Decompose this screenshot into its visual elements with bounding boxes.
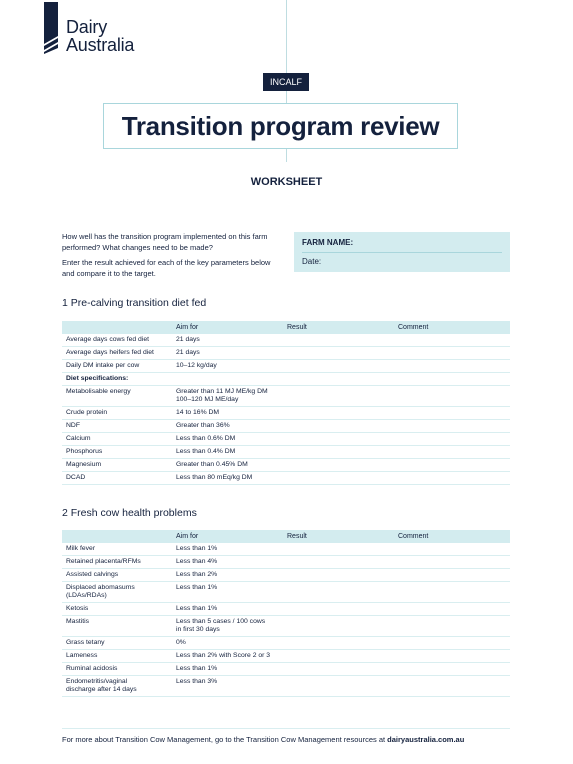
table-row bbox=[62, 569, 510, 582]
result-cell[interactable] bbox=[283, 360, 394, 373]
row-label: NDF bbox=[62, 420, 172, 433]
row-label: Grass tetany bbox=[62, 637, 172, 650]
result-cell[interactable] bbox=[283, 334, 394, 347]
comment-cell[interactable] bbox=[394, 603, 510, 616]
row-label: Average days heifers fed diet bbox=[62, 347, 172, 360]
comment-cell[interactable] bbox=[394, 676, 510, 697]
result-cell[interactable] bbox=[283, 637, 394, 650]
table-row bbox=[62, 347, 510, 360]
comment-cell[interactable] bbox=[394, 569, 510, 582]
result-cell[interactable] bbox=[283, 347, 394, 360]
intro-paragraph-1: How well has the transition program implemented on this farm performed? What changes need to be made? bbox=[62, 232, 268, 252]
page-subtitle: WORKSHEET bbox=[250, 176, 323, 188]
row-label: Endometritis/vaginal discharge after 14 days bbox=[62, 676, 172, 697]
aim-for-cell: Less than 1% bbox=[172, 543, 283, 556]
table-row bbox=[62, 543, 510, 556]
header-cell: Aim for bbox=[172, 321, 283, 334]
comment-cell[interactable] bbox=[394, 347, 510, 360]
result-cell[interactable] bbox=[283, 543, 394, 556]
row-label: Ruminal acidosis bbox=[62, 663, 172, 676]
header-cell: Comment bbox=[394, 321, 510, 334]
header-cell: Comment bbox=[394, 530, 510, 543]
section-2-title: 2 Fresh cow health problems bbox=[62, 507, 197, 519]
table-row bbox=[62, 433, 510, 446]
row-label: Phosphorus bbox=[62, 446, 172, 459]
comment-cell[interactable] bbox=[394, 543, 510, 556]
health-table bbox=[62, 530, 510, 697]
aim-for-cell: 21 days bbox=[172, 334, 283, 347]
row-label: Ketosis bbox=[62, 603, 172, 616]
aim-for-cell bbox=[172, 373, 283, 386]
divider-line bbox=[286, 148, 287, 162]
comment-cell[interactable] bbox=[394, 407, 510, 420]
farm-info-box bbox=[294, 232, 510, 272]
row-label: Magnesium bbox=[62, 459, 172, 472]
table-row bbox=[62, 360, 510, 373]
aim-for-cell: Less than 5 cases / 100 cows in first 30 days bbox=[172, 616, 283, 637]
comment-cell[interactable] bbox=[394, 637, 510, 650]
dairy-australia-logo bbox=[44, 2, 164, 58]
aim-for-cell: 10–12 kg/day bbox=[172, 360, 283, 373]
table-row bbox=[62, 616, 510, 637]
result-cell[interactable] bbox=[283, 373, 394, 386]
page-title: Transition program review bbox=[121, 110, 440, 141]
comment-cell[interactable] bbox=[394, 334, 510, 347]
farm-name-label: FARM NAME: bbox=[302, 238, 354, 247]
comment-cell[interactable] bbox=[394, 446, 510, 459]
footer bbox=[62, 735, 464, 744]
intro-paragraph-2: Enter the result achieved for each of the key parameters below and compare it to the target. bbox=[62, 258, 271, 278]
row-label: Mastitis bbox=[62, 616, 172, 637]
table-row bbox=[62, 650, 510, 663]
result-cell[interactable] bbox=[283, 446, 394, 459]
row-label: Milk fever bbox=[62, 543, 172, 556]
row-label: Diet specifications: bbox=[62, 373, 172, 386]
footer-text: For more about Transition Cow Management, go to the Transition Cow Management resources at bbox=[62, 735, 388, 744]
comment-cell[interactable] bbox=[394, 650, 510, 663]
row-label: Metabolisable energy bbox=[62, 386, 172, 407]
comment-cell[interactable] bbox=[394, 459, 510, 472]
row-label: Retained placenta/RFMs bbox=[62, 556, 172, 569]
result-cell[interactable] bbox=[283, 556, 394, 569]
table-row bbox=[62, 663, 510, 676]
table-row bbox=[62, 386, 510, 407]
comment-cell[interactable] bbox=[394, 556, 510, 569]
aim-for-cell: Less than 2% bbox=[172, 569, 283, 582]
row-label: Displaced abomasums (LDAs/RDAs) bbox=[62, 582, 172, 603]
result-cell[interactable] bbox=[283, 420, 394, 433]
aim-for-cell: 21 days bbox=[172, 347, 283, 360]
row-label: Average days cows fed diet bbox=[62, 334, 172, 347]
result-cell[interactable] bbox=[283, 616, 394, 637]
table-row bbox=[62, 459, 510, 472]
aim-for-cell: Greater than 0.45% DM bbox=[172, 459, 283, 472]
table-row bbox=[62, 407, 510, 420]
brand-line-1: Dairy bbox=[66, 17, 108, 37]
table-row bbox=[62, 637, 510, 650]
comment-cell[interactable] bbox=[394, 663, 510, 676]
comment-cell[interactable] bbox=[394, 386, 510, 407]
table-row bbox=[62, 676, 510, 697]
comment-cell[interactable] bbox=[394, 420, 510, 433]
table-header-row bbox=[62, 530, 510, 543]
result-cell[interactable] bbox=[283, 472, 394, 485]
footer-divider bbox=[62, 728, 510, 729]
row-label: Crude protein bbox=[62, 407, 172, 420]
result-cell[interactable] bbox=[283, 407, 394, 420]
aim-for-cell: 14 to 16% DM bbox=[172, 407, 283, 420]
result-cell[interactable] bbox=[283, 386, 394, 407]
result-cell[interactable] bbox=[283, 603, 394, 616]
aim-for-cell: Less than 1% bbox=[172, 663, 283, 676]
row-label: Daily DM intake per cow bbox=[62, 360, 172, 373]
table-row bbox=[62, 446, 510, 459]
logo-mark-icon bbox=[44, 2, 64, 54]
header-cell bbox=[62, 321, 172, 334]
table-row bbox=[62, 582, 510, 603]
row-label: Lameness bbox=[62, 650, 172, 663]
result-cell[interactable] bbox=[283, 433, 394, 446]
header-cell: Result bbox=[283, 321, 394, 334]
aim-for-cell: Less than 1% bbox=[172, 603, 283, 616]
table-header-row bbox=[62, 321, 510, 334]
aim-for-cell: Less than 80 mEq/kg DM bbox=[172, 472, 283, 485]
table-row bbox=[62, 334, 510, 347]
comment-cell[interactable] bbox=[394, 472, 510, 485]
table-row bbox=[62, 420, 510, 433]
row-label: Assisted calvings bbox=[62, 569, 172, 582]
footer-link[interactable]: dairyaustralia.com.au bbox=[387, 735, 465, 744]
row-label: Calcium bbox=[62, 433, 172, 446]
comment-cell[interactable] bbox=[394, 360, 510, 373]
intro-text bbox=[62, 231, 277, 283]
diet-table bbox=[62, 321, 510, 485]
farm-box-separator bbox=[302, 252, 502, 253]
aim-for-cell: Less than 0.4% DM bbox=[172, 446, 283, 459]
comment-cell[interactable] bbox=[394, 616, 510, 637]
section-1-title: 1 Pre-calving transition diet fed bbox=[62, 297, 207, 309]
aim-for-cell: Less than 2% with Score 2 or 3 bbox=[172, 650, 283, 663]
header-cell bbox=[62, 530, 172, 543]
table-row bbox=[62, 472, 510, 485]
aim-for-cell: Less than 4% bbox=[172, 556, 283, 569]
row-label: DCAD bbox=[62, 472, 172, 485]
table-row bbox=[62, 373, 510, 386]
incalf-badge: INCALF bbox=[263, 73, 309, 91]
result-cell[interactable] bbox=[283, 676, 394, 697]
result-cell[interactable] bbox=[283, 569, 394, 582]
result-cell[interactable] bbox=[283, 650, 394, 663]
aim-for-cell: Greater than 11 MJ ME/kg DM 100–120 MJ ME/day bbox=[172, 386, 283, 407]
result-cell[interactable] bbox=[283, 459, 394, 472]
aim-for-cell: Less than 1% bbox=[172, 582, 283, 603]
header-cell: Result bbox=[283, 530, 394, 543]
title-box bbox=[103, 103, 458, 149]
date-label: Date: bbox=[302, 257, 322, 266]
header-cell: Aim for bbox=[172, 530, 283, 543]
brand-line-2: Australia bbox=[66, 35, 135, 55]
result-cell[interactable] bbox=[283, 663, 394, 676]
aim-for-cell: Less than 3% bbox=[172, 676, 283, 697]
comment-cell[interactable] bbox=[394, 433, 510, 446]
aim-for-cell: Less than 0.6% DM bbox=[172, 433, 283, 446]
result-cell[interactable] bbox=[283, 582, 394, 603]
table-row bbox=[62, 603, 510, 616]
table-row bbox=[62, 556, 510, 569]
aim-for-cell: 0% bbox=[172, 637, 283, 650]
comment-cell[interactable] bbox=[394, 373, 510, 386]
comment-cell[interactable] bbox=[394, 582, 510, 603]
aim-for-cell: Greater than 36% bbox=[172, 420, 283, 433]
